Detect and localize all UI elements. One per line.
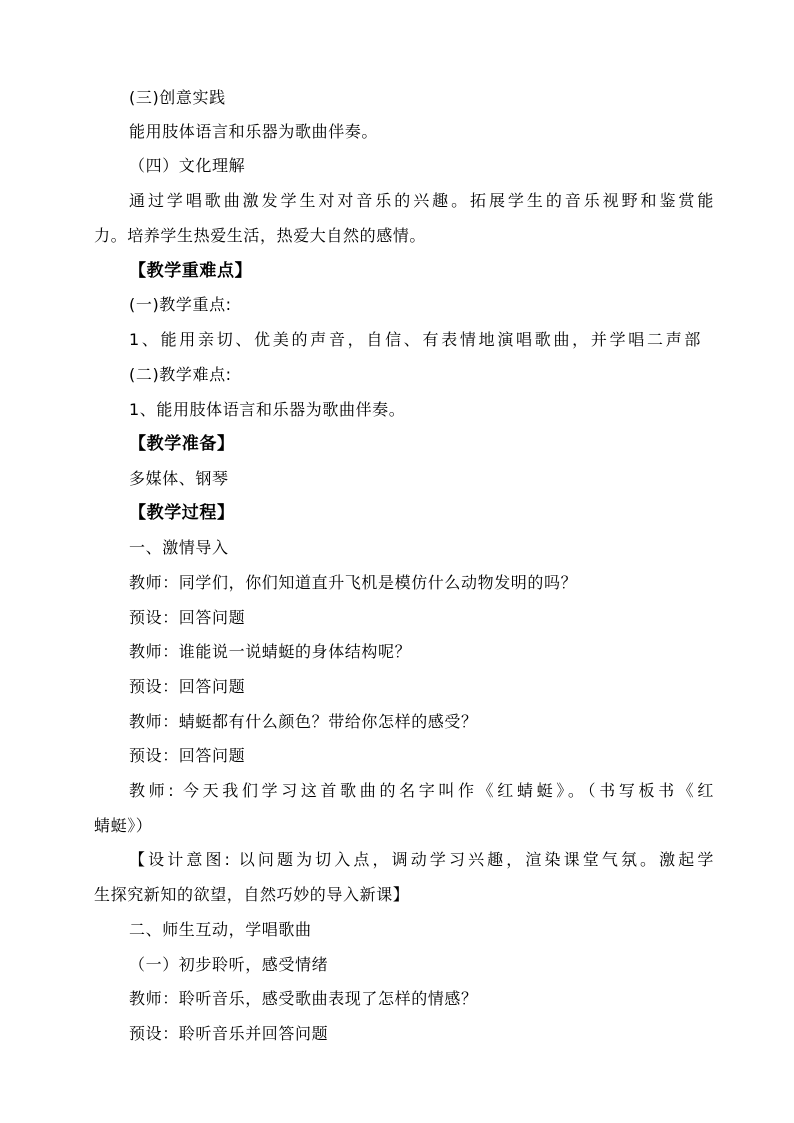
section-heading-preparation: 【教学准备】 [129, 434, 235, 454]
paragraph: 力。培养学生热爱生活，热爱大自然的感情。 [94, 226, 427, 245]
subheading: 二、师生互动，学唱歌曲 [129, 920, 312, 939]
subheading-key-point: (一)教学重点: [129, 295, 232, 314]
paragraph: 多媒体、钢琴 [129, 469, 229, 488]
paragraph: 教师：谁能说一说蜻蜓的身体结构呢？ [129, 642, 412, 661]
heading-cultural-understanding: （四）文化理解 [129, 156, 246, 175]
paragraph-design-intent: 【设计意图: 以问题为切入点，调动学习兴趣，渲染课堂气氛。激起学 [129, 850, 714, 869]
paragraph: 教师：同学们，你们知道直升飞机是模仿什么动物发明的吗？ [129, 573, 578, 592]
paragraph: 能用肢体语言和乐器为歌曲伴奏。 [129, 122, 379, 141]
subheading: （一）初步聆听，感受情绪 [129, 955, 329, 974]
subheading: 一、激情导入 [129, 538, 229, 557]
paragraph: 1、能用肢体语言和乐器为歌曲伴奏。 [129, 400, 406, 419]
paragraph: 蜻蜓》） [94, 816, 153, 835]
heading-creative-practice: (三)创意实践 [129, 88, 226, 107]
section-heading-key-points: 【教学重难点】 [129, 261, 253, 281]
paragraph: 预设：聆听音乐并回答问题 [129, 1024, 329, 1043]
paragraph: 通过学唱歌曲激发学生对对音乐的兴趣。拓展学生的音乐视野和鉴赏能 [129, 191, 714, 210]
paragraph-design-intent: 生探究新知的欲望，自然巧妙的导入新课】 [94, 885, 410, 904]
paragraph: 教师: 今天我们学习这首歌曲的名字叫作《红蜻蜓》。（书写板书《红 [129, 781, 714, 800]
paragraph: 教师：蜻蜓都有什么颜色？带给你怎样的感受？ [129, 712, 478, 731]
paragraph: 预设：回答问题 [129, 746, 246, 765]
paragraph: 1、能用亲切、优美的声音，自信、有表情地演唱歌曲，并学唱二声部 [129, 330, 701, 349]
paragraph: 教师：聆听音乐，感受歌曲表现了怎样的情感？ [129, 989, 478, 1008]
paragraph: 预设：回答问题 [129, 608, 246, 627]
subheading-difficult-point: (二)教学难点: [129, 365, 232, 384]
section-heading-process: 【教学过程】 [129, 503, 235, 523]
paragraph: 预设：回答问题 [129, 677, 246, 696]
